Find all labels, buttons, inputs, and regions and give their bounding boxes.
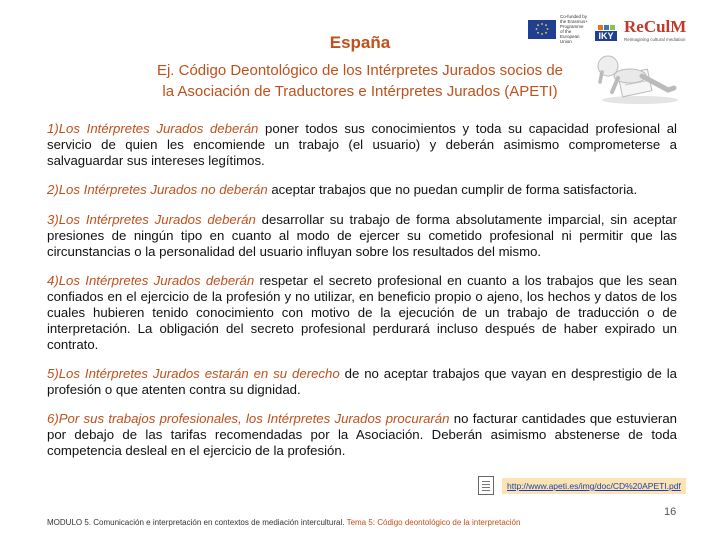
source-link-row: [478, 476, 686, 495]
paragraph-2-text: aceptar trabajos que no puedan cumplir de forma satisfactoria.: [267, 182, 638, 198]
paragraph-5-highlight: 5)Los Intérpretes Jurados estarán en su derecho: [47, 365, 340, 381]
footer-topic: Tema 5: Código deontológico de la interpretación: [346, 518, 521, 527]
recult-label: ReCulM: [624, 16, 687, 36]
paragraph-4-highlight: 4)Los Intérpretes Jurados deberán: [47, 272, 255, 288]
paragraph-3-text: desarrollar su trabajo de forma absolutamente imparcial, sin aceptar presiones de ningún tipo en cuanto al modo de ejercer su cometido profesional ni permitir que las circunstancias o la personalidad del usuario influyan sobre los resultados del mismo.: [47, 211, 677, 259]
paragraph-2: [47, 182, 677, 198]
paragraph-6: [47, 411, 677, 459]
code-paragraphs: [47, 108, 677, 468]
paragraph-3: [47, 212, 677, 260]
page-title: España: [329, 33, 391, 52]
paragraph-2-highlight: 2)Los Intérpretes Jurados no deberán: [47, 182, 268, 198]
thinking-figure-icon: [590, 42, 682, 106]
subtitle-line-2: la Asociación de Traductores e Intérpretes Jurados (APETI): [162, 83, 558, 100]
page-number: 16: [664, 506, 677, 518]
paragraph-6-text: no facturar cantidades que estuvieran por debajo de las tarifas recomendadas por la Asociación. Deberán asimismo abstenerse de toda competencia desleal en el ejercicio de la profesión.: [47, 411, 677, 459]
paragraph-5-text: de no aceptar trabajos que vayan en desprestigio de la profesión o que atenten contra su dignidad.: [47, 365, 677, 397]
subtitle-line-1: Ej. Código Deontológico de los Intérpretes Jurados socios de: [156, 62, 564, 79]
paragraph-1: [47, 121, 677, 169]
paragraph-5: [47, 366, 677, 398]
document-icon[interactable]: [478, 476, 494, 495]
footer-text: MODULO 5. Comunicación e interpretación en contextos de mediación intercultural.: [47, 518, 347, 527]
source-link[interactable]: http://www.apeti.es/img/doc/CD%20APETI.pdf: [502, 478, 686, 494]
paragraph-4: [47, 273, 677, 353]
page-subtitle: [130, 60, 590, 102]
footer: [47, 518, 520, 527]
paragraph-6-highlight: 6)Por sus trabajos profesionales, los Intérpretes Jurados procurarán: [47, 411, 450, 427]
recult-sub: Reimagining cultural mediation: [624, 36, 686, 42]
paragraph-4-text: respetar el secreto profesional en cuanto a los trabajos que les sean confiados en el ejercicio de la profesión y no utilizar, en beneficio propio o ajeno, los hechos y datos de los cuales hubieren tenido conocimiento con motivo de la ejecución de un trabajo de traducción o de interpretación. La obligación del secreto profesional perdurará incluso después de haber expirado un contrato.: [47, 272, 677, 352]
iky-label: IKY: [595, 31, 616, 41]
paragraph-3-highlight: 3)Los Intérpretes Jurados deberán: [47, 211, 256, 227]
erasmus-text: Co-funded by the Erasmus+ Programme of the European Union: [560, 14, 588, 44]
paragraph-1-text: poner todos sus conocimientos y toda su capacidad profesional al servicio de quien les encomiende un trabajo (el usuario) y deberán asimismo comprometerse a salvaguardar sus intereses legítimos.: [47, 121, 677, 169]
paragraph-1-highlight: 1)Los Intérpretes Jurados deberán: [47, 121, 259, 137]
